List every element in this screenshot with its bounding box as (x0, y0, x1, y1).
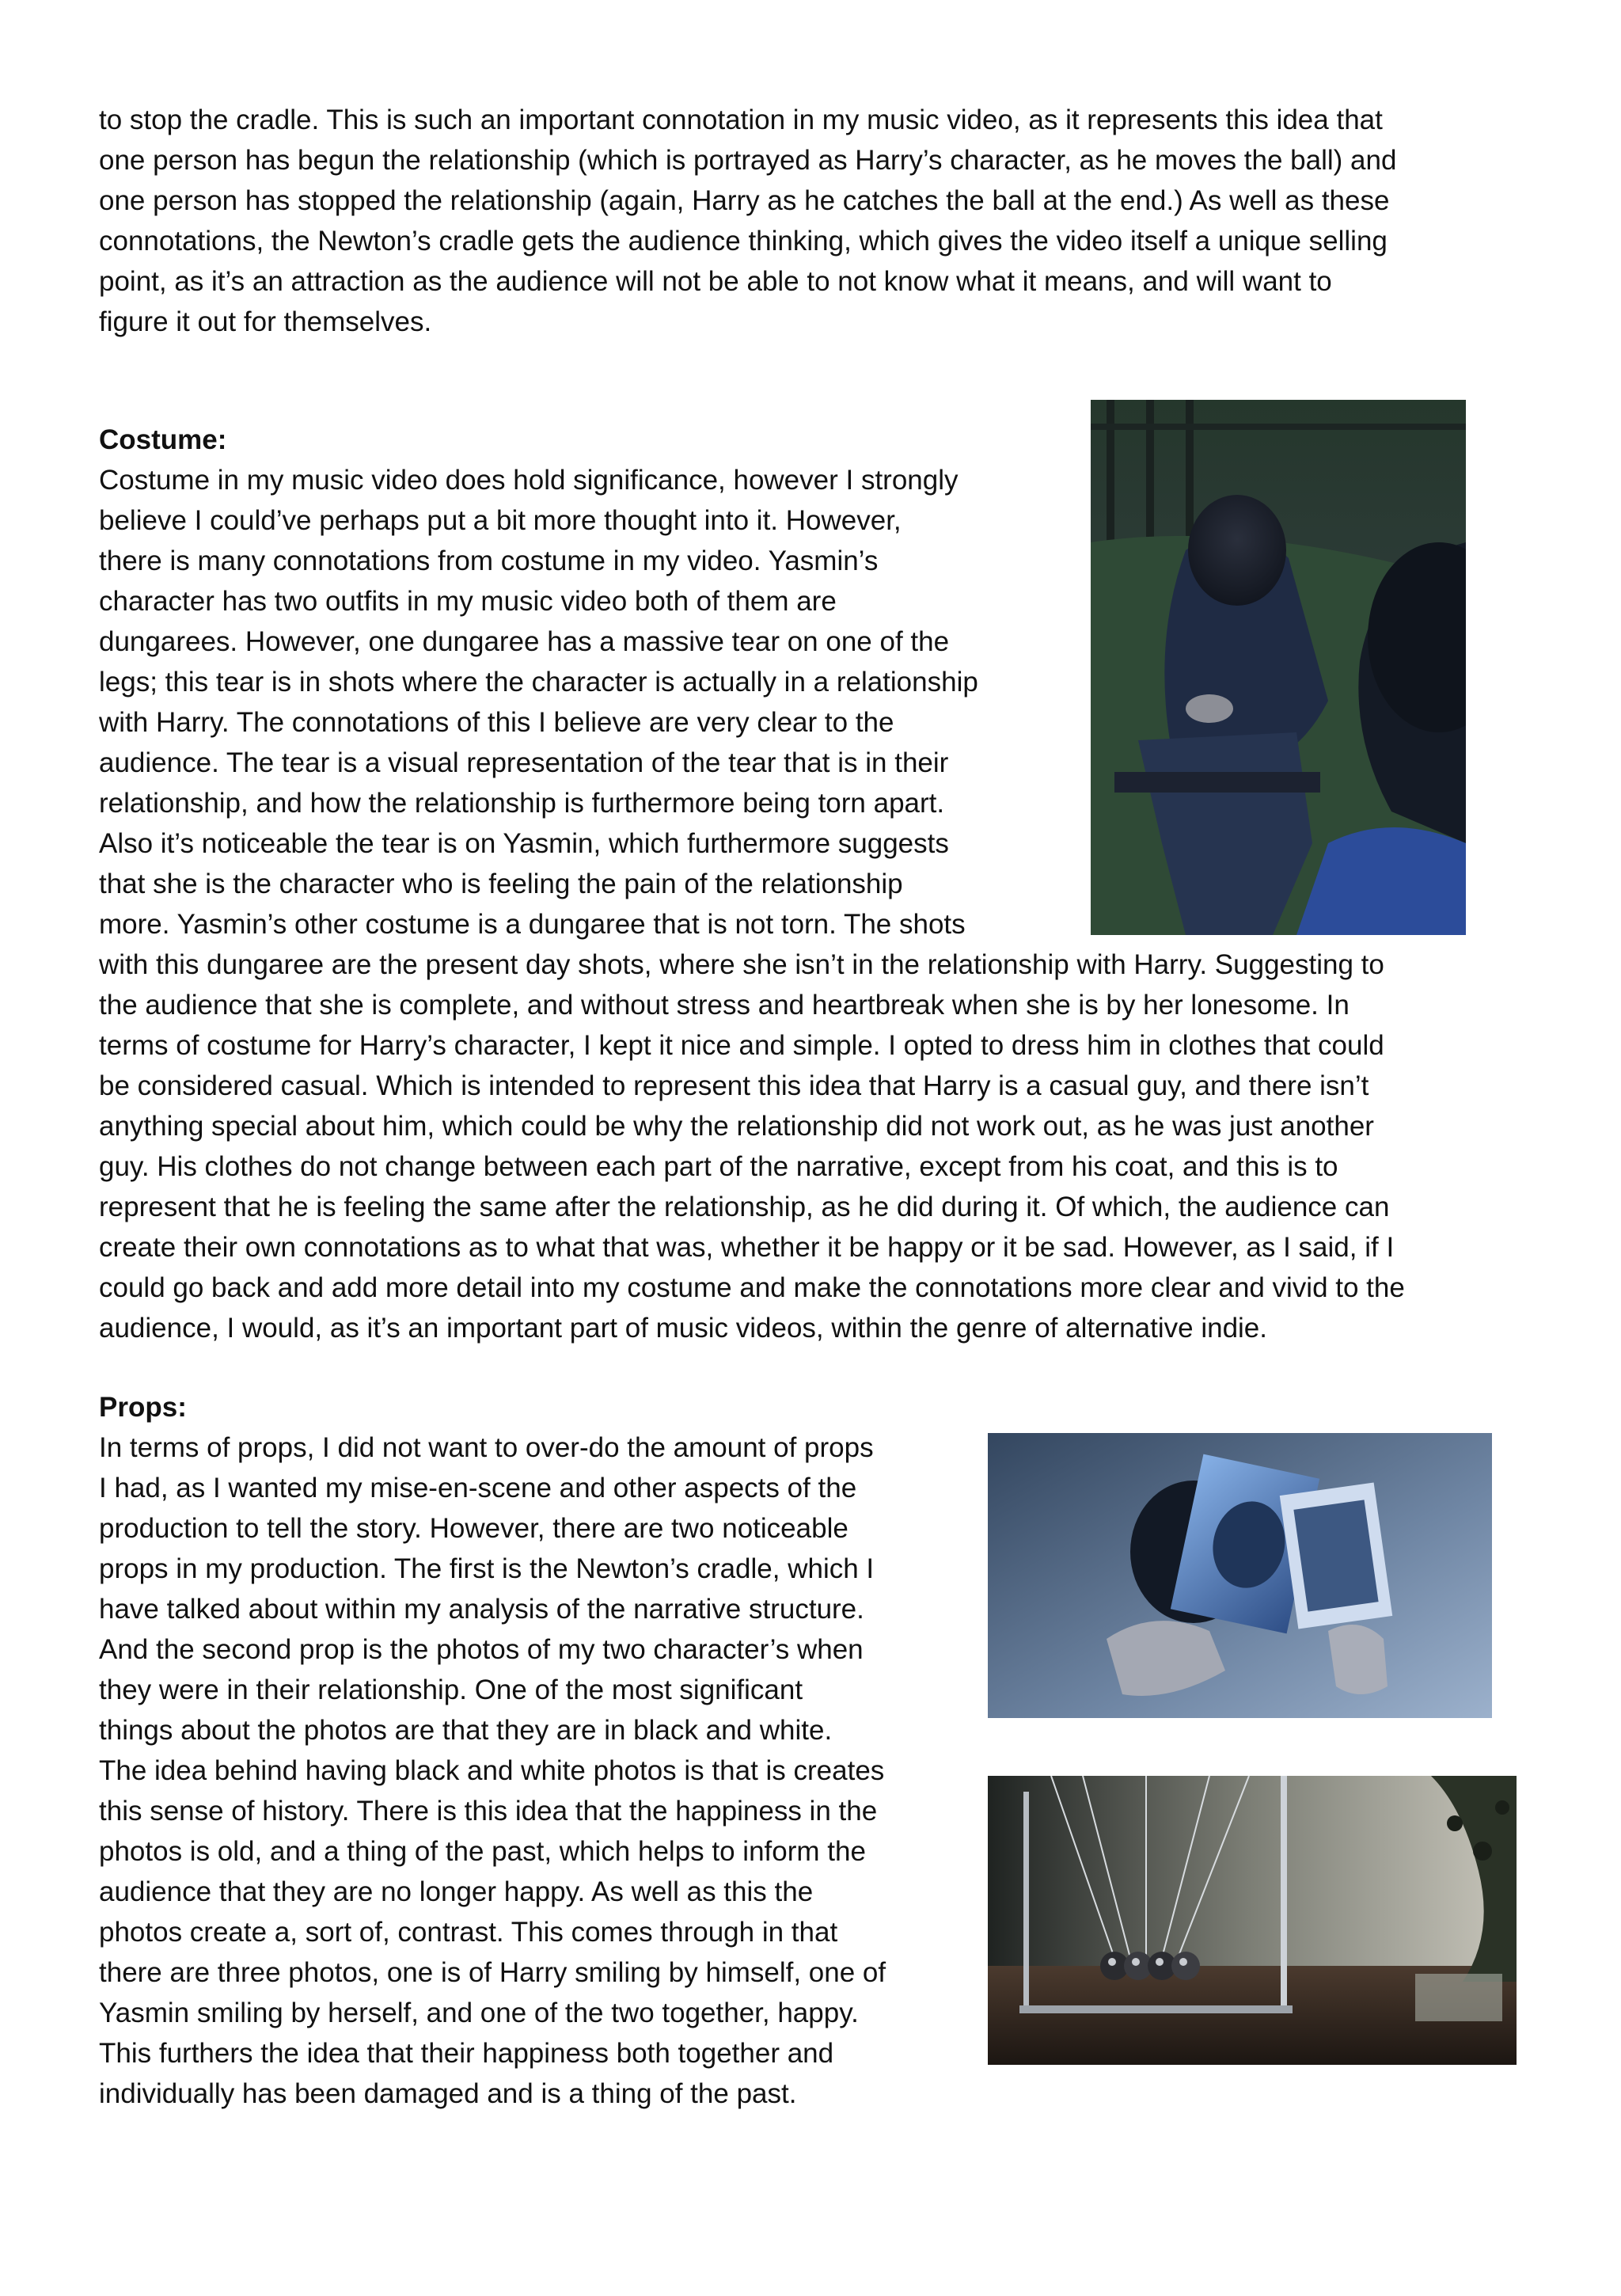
text-line: represent that he is feeling the same after the relationship, as he did during it. Of which, the audience can (99, 1192, 1390, 1222)
text-line: anything special about him, which could be why the relationship did not work out, as he was just another (99, 1111, 1374, 1142)
props-paragraph (99, 1427, 886, 2114)
text-line: Yasmin smiling by herself, and one of the two together, happy. (99, 1998, 859, 2028)
text-line: to stop the cradle. This is such an important connotation in my music video, as it represents this idea that (99, 105, 1383, 135)
text-line: The idea behind having black and white photos is that is creates (99, 1755, 885, 1786)
text-line: with Harry. The connotations of this I believe are very clear to the (99, 707, 894, 738)
text-line: relationship, and how the relationship is furthermore being torn apart. (99, 788, 945, 819)
newtons-cradle-drawing (988, 1776, 1517, 2065)
photos-prop-still-image (988, 1433, 1492, 1718)
text-line: point, as it’s an attraction as the audience will not be able to not know what it means, and will want to (99, 266, 1332, 297)
text-line: there is many connotations from costume in my video. Yasmin’s (99, 545, 879, 576)
text-line: photos is old, and a thing of the past, which helps to inform the (99, 1836, 866, 1867)
text-line: have talked about within my analysis of the narrative structure. (99, 1594, 864, 1625)
newtons-cradle-still-image (988, 1776, 1517, 2065)
text-line: with this dungaree are the present day shots, where she isn’t in the relationship with Harry. Suggesting to (99, 949, 1384, 980)
text-line: audience. The tear is a visual representation of the tear that is in their (99, 747, 949, 778)
text-line: believe I could’ve perhaps put a bit more thought into it. However, (99, 505, 902, 536)
costume-still-image (1091, 400, 1466, 935)
text-line: audience, I would, as it’s an important part of music videos, within the genre of alternative indie. (99, 1313, 1267, 1344)
text-line: legs; this tear is in shots where the character is actually in a relationship (99, 667, 978, 698)
text-line: could go back and add more detail into my costume and make the connotations more clear and vivid to the (99, 1272, 1405, 1303)
costume-still-drawing (1091, 400, 1466, 935)
text-line: This furthers the idea that their happiness both together and (99, 2038, 834, 2069)
text-line: figure it out for themselves. (99, 306, 432, 337)
text-line: terms of costume for Harry’s character, I kept it nice and simple. I opted to dress him in clothes that could (99, 1030, 1384, 1061)
props-heading: Props: (99, 1392, 187, 1423)
text-line: Also it’s noticeable the tear is on Yasmin, which furthermore suggests (99, 828, 949, 859)
text-line: guy. His clothes do not change between each part of the narrative, except from his coat, and this is to (99, 1151, 1338, 1182)
text-line: Costume in my music video does hold significance, however I strongly (99, 465, 959, 496)
text-line: dungarees. However, one dungaree has a massive tear on one of the (99, 626, 950, 657)
text-line: props in my production. The first is the Newton’s cradle, which I (99, 1553, 875, 1584)
intro-paragraph (99, 100, 1396, 342)
text-line: production to tell the story. However, there are two noticeable (99, 1513, 848, 1544)
text-line: more. Yasmin’s other costume is a dungaree that is not torn. The shots (99, 909, 966, 940)
props-section (99, 1387, 886, 2114)
text-line: photos create a, sort of, contrast. This comes through in that (99, 1917, 838, 1948)
text-line: there are three photos, one is of Harry smiling by himself, one of (99, 1957, 886, 1988)
text-line: audience that they are no longer happy. As well as this the (99, 1876, 814, 1907)
text-line: one person has stopped the relationship (again, Harry as he catches the ball at the end.) As well as these (99, 185, 1390, 216)
text-line: create their own connotations as to what that was, whether it be happy or it be sad. However, as I said, if I (99, 1232, 1395, 1263)
text-line: individually has been damaged and is a thing of the past. (99, 2078, 797, 2109)
costume-heading: Costume: (99, 424, 227, 455)
text-line: connotations, the Newton’s cradle gets the audience thinking, which gives the video itself a unique selling (99, 226, 1388, 257)
photos-prop-drawing (988, 1433, 1492, 1718)
text-line: the audience that she is complete, and without stress and heartbreak when she is by her lonesome. In (99, 990, 1350, 1021)
text-line: one person has begun the relationship (which is portrayed as Harry’s character, as he moves the ball) and (99, 145, 1397, 176)
text-line: that she is the character who is feeling the pain of the relationship (99, 869, 903, 899)
text-line: And the second prop is the photos of my two character’s when (99, 1634, 864, 1665)
text-line: they were in their relationship. One of the most significant (99, 1674, 803, 1705)
text-line: character has two outfits in my music video both of them are (99, 586, 837, 617)
text-line: be considered casual. Which is intended to represent this idea that Harry is a casual guy, and there isn’t (99, 1070, 1369, 1101)
text-line: In terms of props, I did not want to over-do the amount of props (99, 1432, 874, 1463)
text-line: I had, as I wanted my mise-en-scene and other aspects of the (99, 1473, 857, 1503)
text-line: this sense of history. There is this idea that the happiness in the (99, 1796, 878, 1827)
text-line: things about the photos are that they are in black and white. (99, 1715, 833, 1746)
